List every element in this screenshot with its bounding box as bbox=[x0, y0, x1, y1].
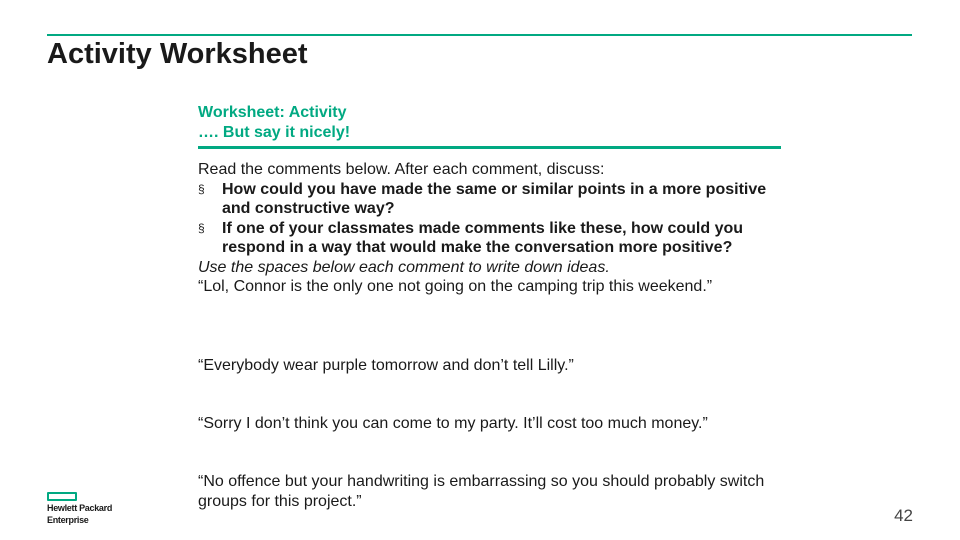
instruction-bullet bbox=[198, 219, 788, 258]
slide-title: Activity Worksheet bbox=[47, 38, 308, 70]
bullet-icon: § bbox=[198, 181, 205, 196]
bullet-text: If one of your classmates made comments like these, how could you respond in a way that would make the conversation more positive? bbox=[222, 219, 744, 256]
logo-text-line2: Enterprise bbox=[47, 515, 89, 525]
title-divider bbox=[47, 34, 912, 36]
bullet-text: How could you have made the same or similar points in a more positive and constructive way? bbox=[222, 180, 767, 217]
comment-3: “Sorry I don’t think you can come to my party. It’ll cost too much money.” bbox=[198, 415, 708, 432]
hpe-logo bbox=[47, 492, 112, 525]
worksheet-title: Worksheet: Activity bbox=[198, 104, 347, 121]
instructions-note: Use the spaces below each comment to write down ideas. bbox=[198, 258, 610, 276]
comment-2: “Everybody wear purple tomorrow and don’t tell Lilly.” bbox=[198, 357, 574, 374]
logo-rectangle-icon bbox=[47, 492, 77, 501]
page-number: 42 bbox=[894, 506, 913, 525]
bullet-icon: § bbox=[198, 220, 205, 235]
instructions-intro: Read the comments below. After each comment, discuss: bbox=[198, 161, 605, 178]
instruction-bullet bbox=[198, 180, 788, 219]
worksheet-subtitle: …. But say it nicely! bbox=[198, 124, 351, 141]
comment-4: “No offence but your handwriting is embarrassing so you should probably switch groups for this project.” bbox=[198, 473, 765, 510]
logo-text-line1: Hewlett Packard bbox=[47, 503, 113, 513]
worksheet-divider bbox=[198, 146, 781, 149]
comment-1: “Lol, Connor is the only one not going on the camping trip this weekend.” bbox=[198, 278, 713, 295]
instructions bbox=[198, 160, 788, 297]
